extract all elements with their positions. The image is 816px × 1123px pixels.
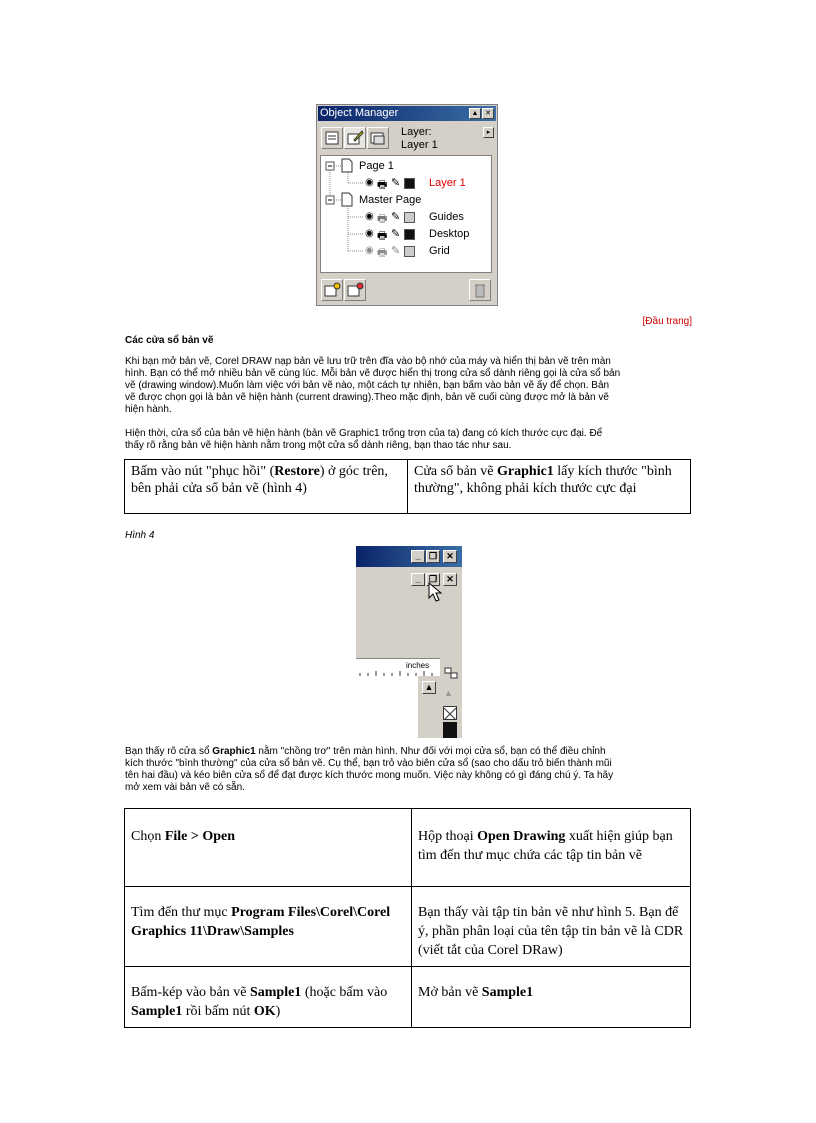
instruction-table-2 bbox=[124, 808, 691, 1028]
minimize-button[interactable]: ▲ bbox=[469, 108, 481, 119]
table-cell: Bạn thấy vài tập tin bản vẽ như hình 5. Bạn để ý, phần phân loại của tên tập tin bản vẽ là CDR (viết tắt của Corel DRaw) bbox=[412, 887, 691, 967]
tree-item-guides[interactable]: Guides bbox=[429, 211, 464, 223]
eye-icon[interactable]: ◉ bbox=[365, 228, 374, 239]
table-cell: Mở bản vẽ Sample1 bbox=[412, 967, 691, 1028]
app-close-button[interactable]: ✕ bbox=[443, 550, 457, 563]
section-heading: Các cửa sổ bản vẽ bbox=[125, 335, 214, 346]
table-cell: Chọn File > Open bbox=[125, 809, 412, 887]
table-cell: Bấm-kép vào bản vẽ Sample1 (hoặc bấm vào Sample1 rồi bấm nút OK) bbox=[125, 967, 412, 1028]
table-row bbox=[125, 809, 691, 887]
pencil-icon[interactable]: ✎ bbox=[391, 211, 401, 223]
object-manager-panel bbox=[316, 104, 498, 306]
tree-item-desktop[interactable]: Desktop bbox=[429, 228, 470, 240]
table-cell: Cửa sổ bản vẽ Graphic1 lấy kích thước "bình thường", không phải kích thước cực đại bbox=[408, 460, 691, 514]
palette-scroll-up-icon[interactable]: ▲ bbox=[444, 688, 453, 698]
no-color-swatch[interactable] bbox=[443, 706, 457, 720]
mouse-cursor-icon bbox=[428, 582, 444, 604]
pencil-icon[interactable]: ✎ bbox=[391, 228, 401, 240]
flyout-menu-button[interactable]: ▸ bbox=[483, 127, 494, 138]
printer-icon[interactable]: 🖶 bbox=[377, 213, 388, 225]
trash-icon[interactable] bbox=[469, 279, 491, 301]
ruler-unit-label: inches bbox=[406, 661, 430, 670]
object-manager-title: Object Manager bbox=[318, 106, 496, 121]
app-minimize-button[interactable]: _ bbox=[411, 550, 425, 563]
current-layer-info: Layer: Layer 1 bbox=[401, 126, 438, 151]
vertical-scrollbar[interactable] bbox=[418, 676, 440, 738]
restore-button-screenshot bbox=[356, 546, 462, 738]
doc-close-button[interactable]: ✕ bbox=[443, 573, 457, 586]
figure-caption: Hình 4 bbox=[125, 530, 155, 541]
eye-icon[interactable]: ◉ bbox=[365, 177, 374, 188]
layer-manager-view-icon[interactable] bbox=[367, 127, 389, 149]
intro-paragraph: Khi bạn mở bản vẽ, Corel DRAW nạp bản vẽ lưu trữ trên đĩa vào bộ nhớ của máy và hiển thị bản vẽ trên màn hình. Bạn có thể mở nhiều bản vẽ cùng lúc. Mỗi bản vẽ được hiển thị trong cửa sổ dành riêng gọi là cửa sổ bản vẽ (drawing window).Muốn làm việc với bản vẽ nào, một cách tự nhiên, bạn bấm vào bản vẽ ấy để chọn. Bản vẽ được chọn gọi là bản vẽ hiện hành (current drawing).Theo mặc định, bản vẽ cuối cùng được mở là bản vẽ hiện hành. bbox=[125, 356, 621, 415]
table-cell: Bấm vào nút "phục hồi" (Restore) ở góc trên, bên phải cửa sổ bản vẽ (hình 4) bbox=[125, 460, 408, 514]
horizontal-ruler bbox=[356, 658, 440, 677]
black-color-swatch[interactable] bbox=[443, 722, 457, 738]
palette-options-icon[interactable] bbox=[442, 666, 460, 682]
table-cell: Hộp thoại Open Drawing xuất hiện giúp bạn tìm đến thư mục chứa các tập tin bản vẽ bbox=[412, 809, 691, 887]
printer-icon[interactable]: 🖶 bbox=[377, 179, 388, 191]
new-layer-button[interactable] bbox=[321, 279, 343, 301]
pencil-icon[interactable]: ✎ bbox=[391, 177, 401, 189]
object-tree bbox=[320, 155, 492, 273]
tree-item-layer-1[interactable]: Layer 1 bbox=[429, 177, 466, 189]
third-paragraph: Bạn thấy rõ cửa sổ Graphic1 nằm "chồng trơ" trên màn hình. Như đối với mọi cửa sổ, bạn có thể điều chỉnh kích thước "bình thường" của cửa sổ bản vẽ. Cụ thể, bạn trỏ vào biên cửa sổ (sao cho dấu trỏ biến thành mũi tên hai đầu) và kéo biên cửa sổ để đạt được kích thước mong muốn. Việc này không có gì đáng chú ý. Ta hãy mở xem vài bản vẽ có sẵn. bbox=[125, 746, 614, 793]
drawing-area[interactable] bbox=[356, 676, 418, 738]
back-to-top-link[interactable]: [Đầu trang] bbox=[642, 316, 692, 327]
table-row bbox=[125, 967, 691, 1028]
layer-color-swatch[interactable] bbox=[404, 178, 415, 189]
close-button[interactable]: ✕ bbox=[482, 108, 494, 119]
tree-item-master-page[interactable]: Master Page bbox=[359, 194, 422, 206]
second-paragraph: Hiện thời, cửa sổ của bản vẽ hiện hành (bản vẽ Graphic1 trống trơn của ta) đang có kích thước cực đại. Để thấy rõ rằng bản vẽ hiện hành nằm trong một cửa sổ dành riêng, bạn thao tác như sau. bbox=[125, 428, 603, 451]
app-restore-button[interactable]: ❐ bbox=[426, 550, 440, 563]
show-properties-icon[interactable] bbox=[321, 127, 343, 149]
eye-icon[interactable]: ◉ bbox=[365, 245, 374, 256]
tree-item-page-1[interactable]: Page 1 bbox=[359, 160, 394, 172]
edit-across-layers-icon[interactable] bbox=[344, 127, 366, 149]
table-cell: Tìm đến thư mục Program Files\Corel\Corel Graphics 11\Draw\Samples bbox=[125, 887, 412, 967]
printer-icon[interactable]: 🖶 bbox=[377, 230, 388, 242]
layer-color-swatch[interactable] bbox=[404, 212, 415, 223]
new-master-layer-button[interactable] bbox=[344, 279, 366, 301]
doc-minimize-button[interactable]: _ bbox=[411, 573, 425, 586]
layer-color-swatch[interactable] bbox=[404, 246, 415, 257]
pencil-icon[interactable]: ✎ bbox=[391, 245, 401, 257]
instruction-table-1 bbox=[124, 459, 691, 514]
tree-item-grid[interactable]: Grid bbox=[429, 245, 450, 257]
table-row bbox=[125, 887, 691, 967]
scroll-up-button[interactable]: ▲ bbox=[422, 681, 436, 694]
eye-icon[interactable]: ◉ bbox=[365, 211, 374, 222]
doc-restore-button[interactable]: ❐ bbox=[426, 573, 440, 586]
printer-icon[interactable]: 🖶 bbox=[377, 247, 388, 259]
table-row bbox=[125, 460, 691, 514]
layer-color-swatch[interactable] bbox=[404, 229, 415, 240]
